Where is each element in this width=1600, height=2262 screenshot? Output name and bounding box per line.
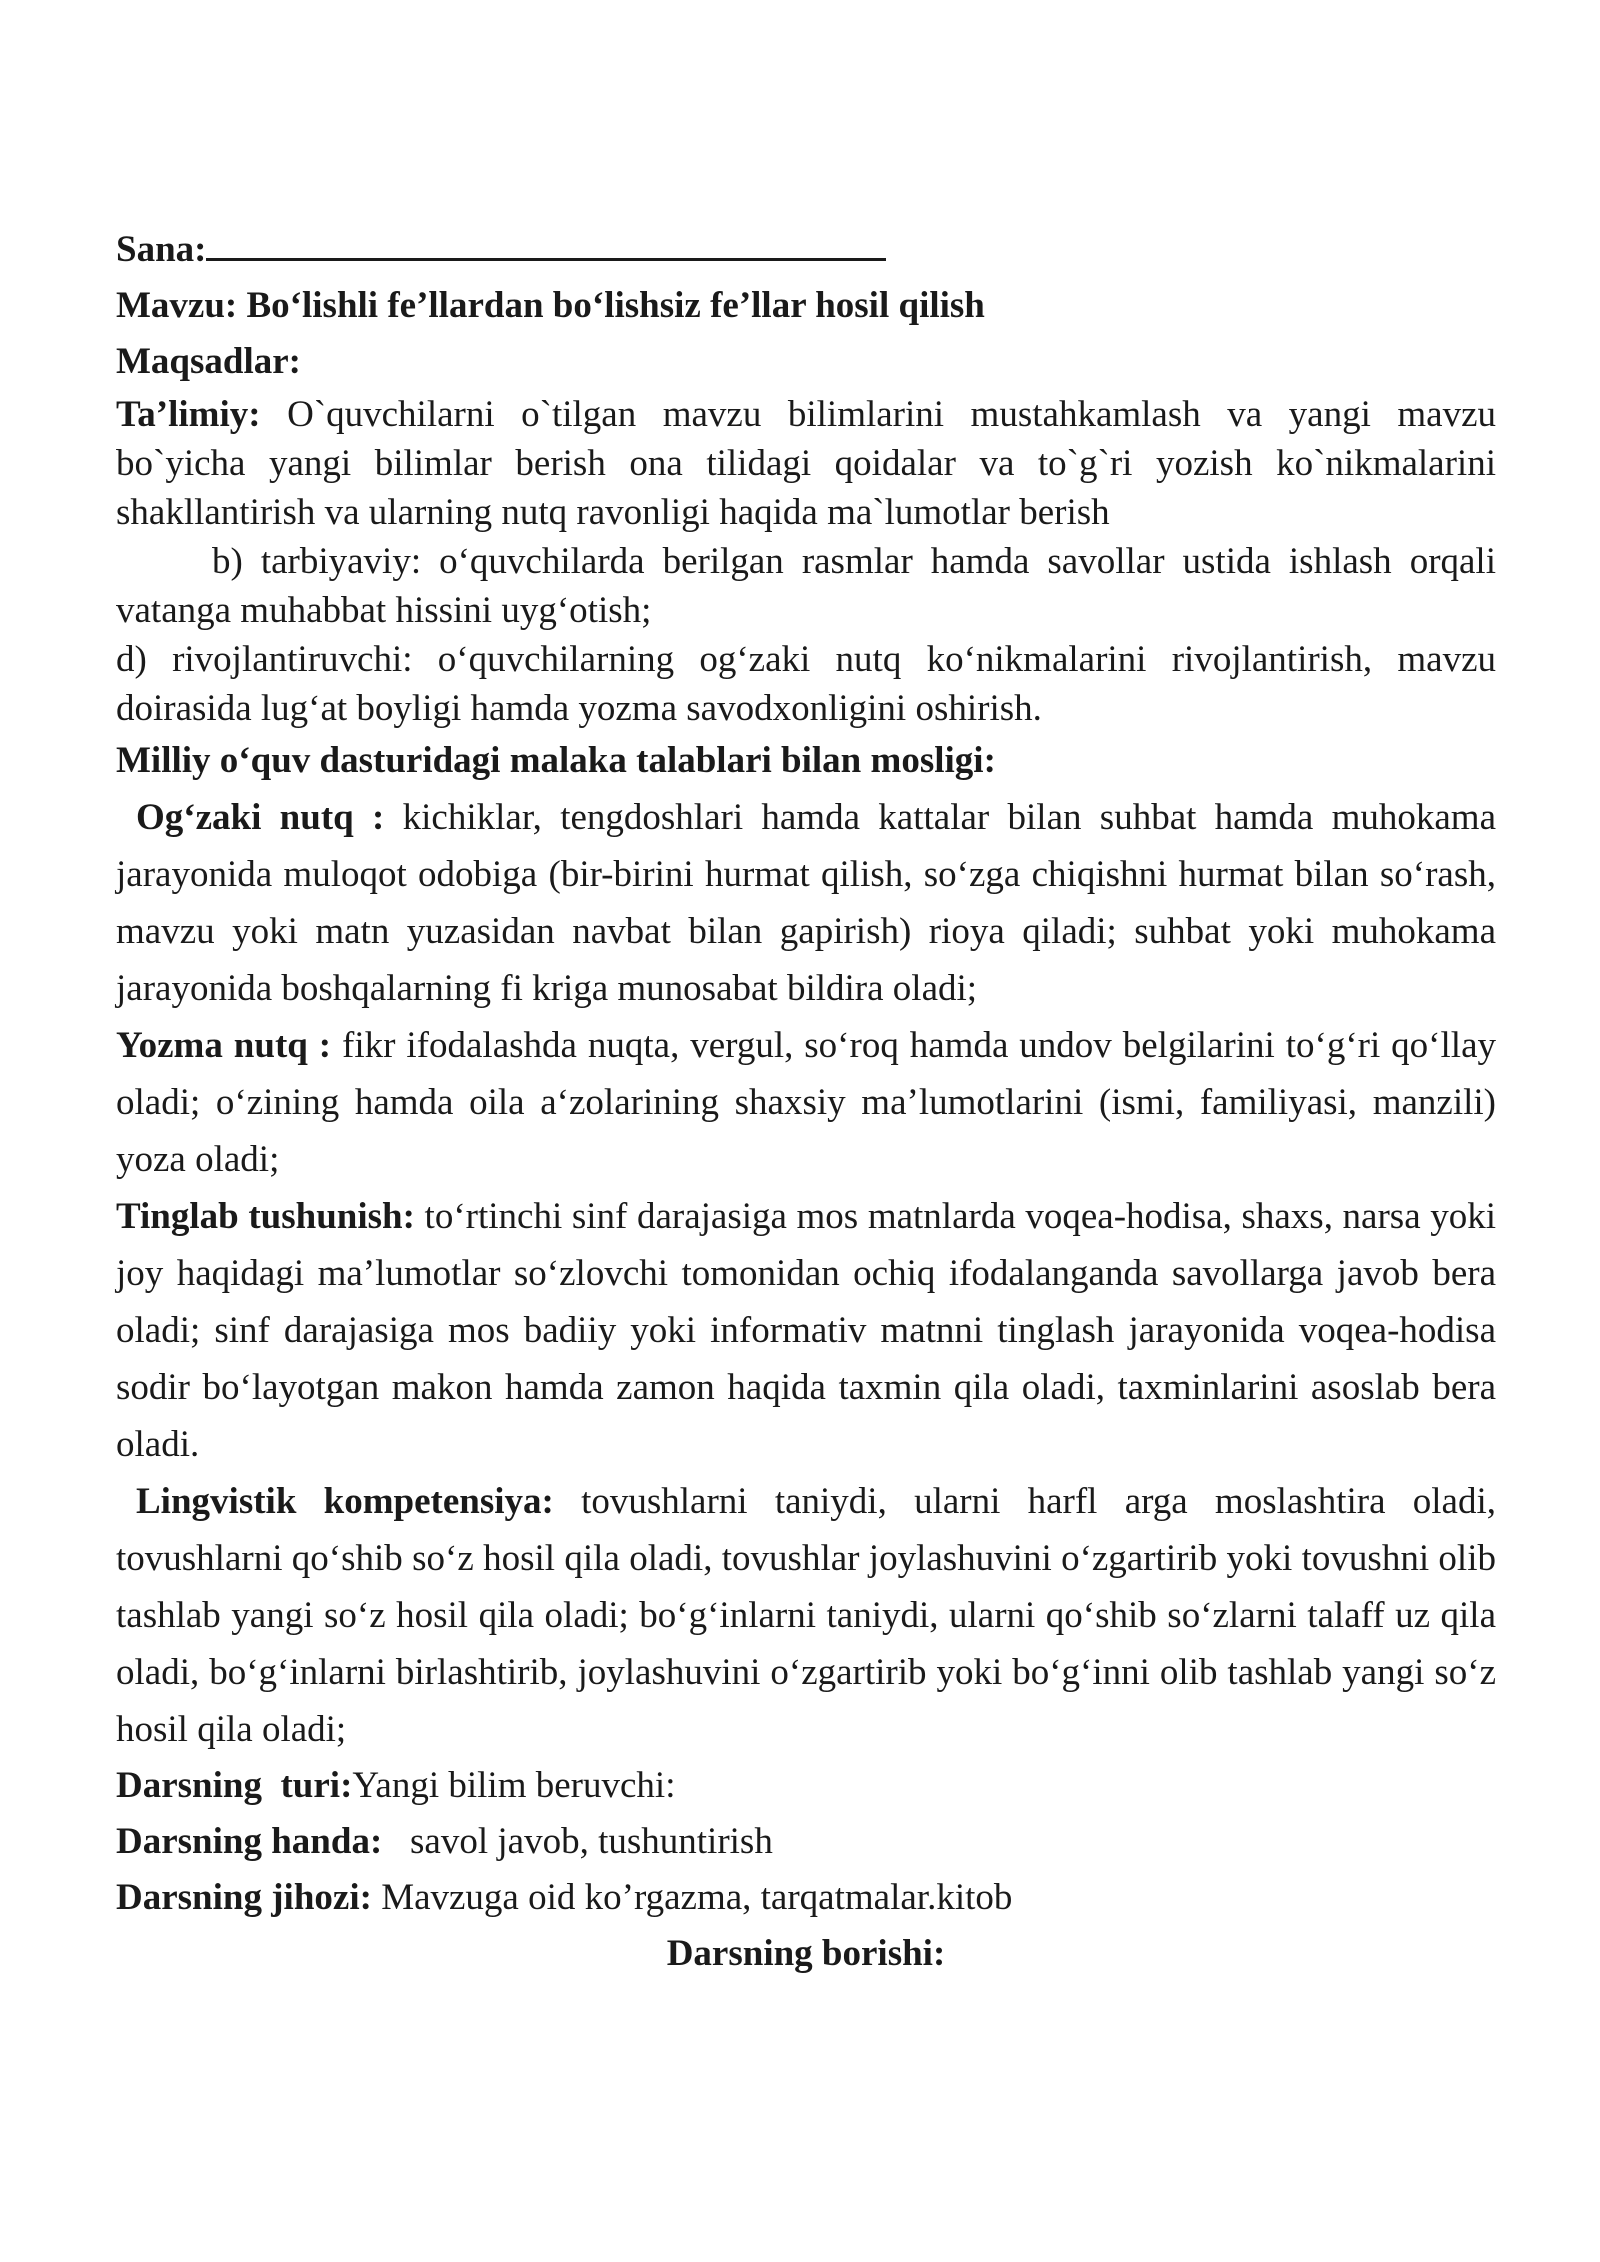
standards-heading: Milliy o‘quv dasturidagi malaka talablari bilan mosligi: [116, 740, 996, 781]
date-blank [206, 222, 886, 261]
lesson-equipment-text: Mavzuga oid ko’rgazma, tarqatmalar.kitob [371, 1877, 1013, 1918]
goals-heading: Maqsadlar: [116, 341, 301, 382]
linguistic-paragraph [116, 1473, 1496, 1758]
lesson-equipment-label: Darsning jihozi: [116, 1877, 372, 1918]
lesson-method-label: Darsning handa: [116, 1821, 383, 1862]
lesson-equipment-line [116, 1870, 1496, 1926]
lesson-method-line [116, 1814, 1496, 1870]
written-speech-paragraph [116, 1017, 1496, 1188]
listening-text: to‘rtinchi sinf darajasiga mos matnlarda voqea-hodisa, shaxs, narsa yoki joy haqidagi ma’lumotlar so‘zlovchi tomonidan ochiq ifodalanganda savollarga javob bera oladi; sinf darajasiga mos badiiy yoki informativ matnni tinglash jarayonida voqea-hodisa sodir bo‘layotgan makon hamda zamon haqida taxmin qila oladi, taxminlarini asoslab bera oladi. [116, 1196, 1497, 1465]
lesson-type-text: Yangi bilim beruvchi: [352, 1765, 676, 1806]
goal-educational-text: O`quvchilarni o`tilgan mavzu bilimlarini mustahkamlash va yangi mavzu bo`yicha yangi bilimlar berish ona tilidagi qoidalar va to`g`ri yozish ko`nikmalarini shakllantirish va ularning nutq ravonligi haqida ma`lumotlar berish [116, 394, 1496, 533]
lesson-type-line [116, 1758, 1496, 1814]
goal-educational [116, 390, 1496, 537]
listening-label: Tinglab tushunish: [116, 1196, 415, 1237]
lesson-process-heading: Darsning borishi: [666, 1933, 946, 1974]
lesson-type-label: Darsning turi: [116, 1765, 353, 1806]
linguistic-label: Lingvistik kompetensiya: [136, 1481, 554, 1522]
oral-speech-text: kichiklar, tengdoshlari hamda kattalar bilan suhbat hamda muhokama jarayonida muloqot odobiga (bir-birini hurmat qilish, so‘zga chiqishni hurmat bilan so‘rash, mavzu yoki matn yuzasidan navbat bilan gapirish) rioya qiladi; suhbat yoki muhokama jarayonida boshqalarning fi kriga munosabat bildira oladi; [116, 797, 1496, 1009]
oral-speech-label: Og‘zaki nutq : [136, 797, 385, 838]
topic-line: Mavzu: Bo‘lishli fe’llardan bo‘lishsiz fe’llar hosil qilish [116, 285, 985, 326]
listening-paragraph [116, 1188, 1496, 1473]
date-line [116, 222, 1496, 278]
document-page [116, 222, 1496, 1982]
goal-developmental: d) rivojlantiruvchi: o‘quvchilarning og‘zaki nutq ko‘nikmalarini rivojlantirish, mavzu doirasida lug‘at boyligi hamda yozma savodxonligini oshirish. [116, 639, 1496, 729]
goal-upbringing: b) tarbiyaviy: o‘quvchilarda berilgan rasmlar hamda savollar ustida ishlash orqali vatanga muhabbat hissini uyg‘otish; [116, 541, 1496, 631]
date-label: Sana: [116, 229, 207, 270]
lesson-method-text: savol javob, tushuntirish [382, 1821, 773, 1862]
linguistic-text: tovushlarni taniydi, ularni harfl arga moslashtira oladi, tovushlarni qo‘shib so‘z hosil qila oladi, tovushlar joylashuvini o‘zgartirib yoki tovushni olib tashlab yangi so‘z hosil qila oladi; bo‘g‘inlarni taniydi, ularni qo‘shib so‘zlarni talaff uz qila oladi, bo‘g‘inlarni birlashtirib, joylashuvini o‘zgartirib yoki bo‘g‘inni olib tashlab yangi so‘z hosil qila oladi; [116, 1481, 1496, 1750]
written-speech-text: fikr ifodalashda nuqta, vergul, so‘roq hamda undov belgilarini to‘g‘ri qo‘llay oladi; o‘zining hamda oila a‘zolarining shaxsiy ma’lumotlarini (ismi, familiyasi, manzili) yoza oladi; [116, 1025, 1496, 1180]
goal-educational-label: Ta’limiy: [116, 394, 261, 435]
written-speech-label: Yozma nutq : [116, 1025, 332, 1066]
oral-speech-paragraph [116, 789, 1496, 1017]
